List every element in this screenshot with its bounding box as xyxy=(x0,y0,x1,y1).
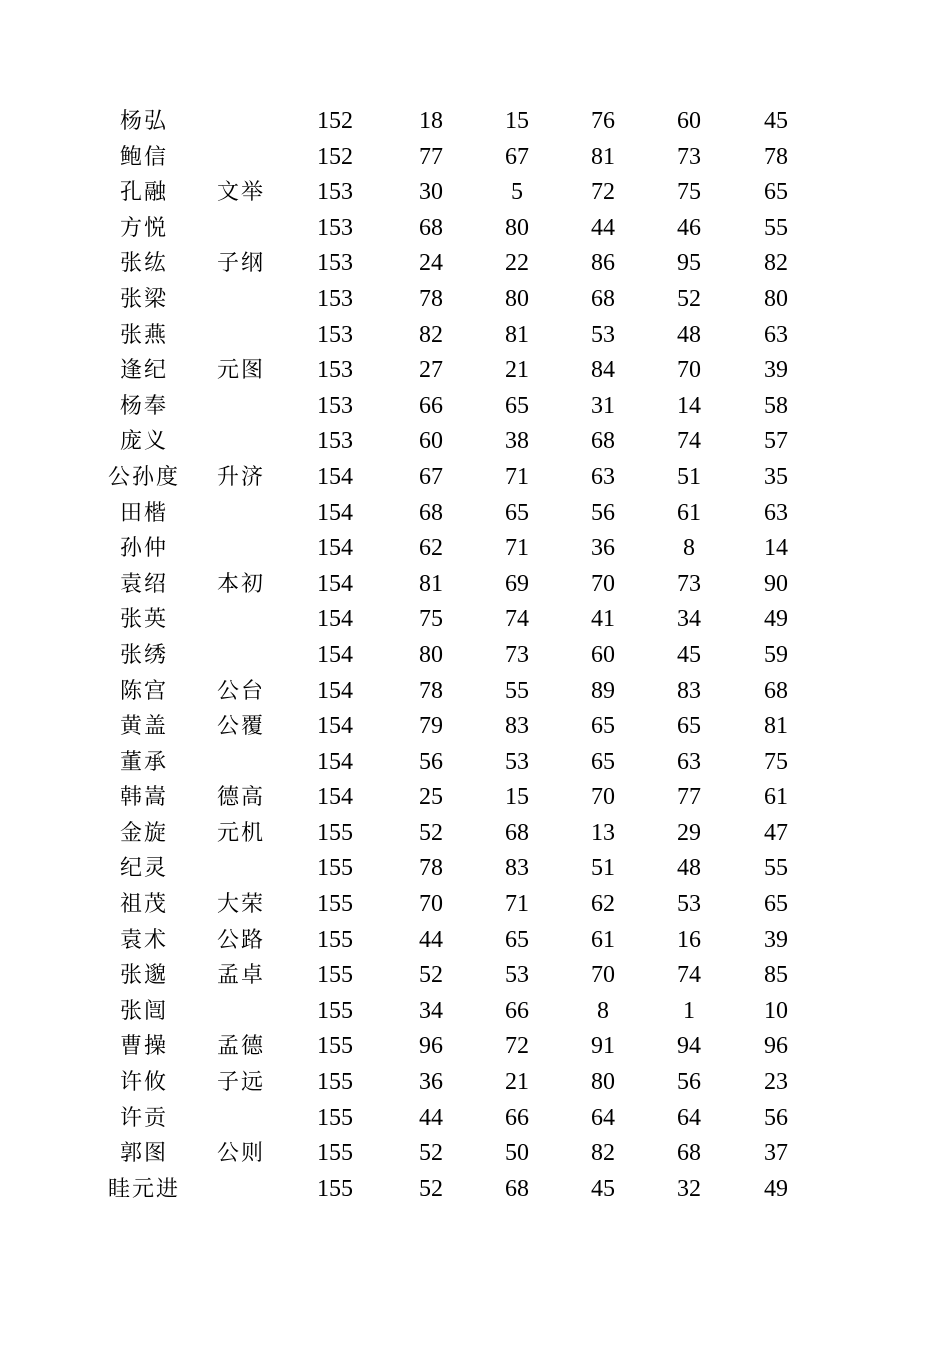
stat-cell: 45 xyxy=(764,108,788,134)
stat-cell: 37 xyxy=(764,1140,788,1167)
officer-name: 杨弘 xyxy=(119,109,168,134)
stat-cell: 70 xyxy=(419,891,443,918)
table-row xyxy=(0,709,950,745)
stat-cell: 1 xyxy=(683,997,695,1024)
stat-cell: 74 xyxy=(677,962,701,989)
stat-cell: 65 xyxy=(591,713,615,740)
stat-cell: 70 xyxy=(591,784,615,811)
stat-cell: 53 xyxy=(591,321,615,348)
stat-cell: 48 xyxy=(677,855,701,882)
stat-cell: 75 xyxy=(764,748,788,775)
stat-cell: 155 xyxy=(317,1069,353,1096)
stat-cell: 15 xyxy=(505,784,529,811)
stat-cell: 153 xyxy=(317,285,353,312)
stat-cell: 52 xyxy=(419,1140,443,1167)
officer-name: 董承 xyxy=(119,749,168,775)
courtesy-name: 子纲 xyxy=(216,251,265,277)
stat-cell: 73 xyxy=(677,143,701,170)
stat-cell: 55 xyxy=(505,677,529,704)
stat-cell: 61 xyxy=(677,499,701,526)
stat-cell: 56 xyxy=(677,1069,701,1096)
stat-cell: 44 xyxy=(591,214,615,241)
stat-cell: 70 xyxy=(677,357,701,384)
stat-cell: 79 xyxy=(419,713,443,740)
stat-cell: 71 xyxy=(505,535,529,562)
stat-cell: 74 xyxy=(677,428,701,455)
stat-cell: 154 xyxy=(317,677,353,704)
stat-cell: 155 xyxy=(317,1033,353,1060)
stat-cell: 39 xyxy=(764,926,788,953)
stat-cell: 41 xyxy=(591,606,615,633)
table-row xyxy=(0,318,950,354)
stat-cell: 80 xyxy=(505,285,529,312)
courtesy-name: 孟德 xyxy=(216,1034,265,1060)
stat-cell: 154 xyxy=(317,784,353,811)
stat-cell: 8 xyxy=(597,997,609,1024)
stat-cell: 71 xyxy=(505,891,529,918)
stat-cell: 83 xyxy=(505,713,529,740)
officer-name: 逢纪 xyxy=(119,358,168,384)
stat-cell: 78 xyxy=(419,855,443,882)
officer-name: 黄盖 xyxy=(119,714,168,740)
stat-cell: 47 xyxy=(764,819,788,846)
stat-cell: 61 xyxy=(591,926,615,953)
stat-cell: 68 xyxy=(591,428,615,455)
officer-name: 张纮 xyxy=(119,251,168,277)
stat-cell: 155 xyxy=(317,1175,353,1202)
stat-cell: 24 xyxy=(419,250,443,277)
table-row xyxy=(0,531,950,567)
stat-cell: 65 xyxy=(505,392,529,419)
stat-cell: 45 xyxy=(677,641,701,668)
stat-cell: 49 xyxy=(764,606,788,633)
stat-cell: 16 xyxy=(677,926,701,953)
table-row xyxy=(0,567,950,603)
courtesy-name: 文举 xyxy=(216,180,265,206)
stat-cell: 154 xyxy=(317,570,353,597)
stat-cell: 65 xyxy=(677,713,701,740)
officer-name: 张燕 xyxy=(119,322,168,348)
stat-cell: 77 xyxy=(677,784,701,811)
stat-cell: 94 xyxy=(677,1033,701,1060)
stat-cell: 66 xyxy=(505,997,529,1024)
stat-cell: 154 xyxy=(317,641,353,668)
stat-cell: 63 xyxy=(591,463,615,490)
stat-cell: 48 xyxy=(677,321,701,348)
stat-cell: 65 xyxy=(764,891,788,918)
stat-cell: 78 xyxy=(419,285,443,312)
stat-cell: 51 xyxy=(591,855,615,882)
table-row xyxy=(0,1172,950,1208)
stat-cell: 152 xyxy=(317,143,353,170)
stat-cell: 153 xyxy=(317,392,353,419)
stat-cell: 77 xyxy=(419,143,443,170)
stat-cell: 71 xyxy=(505,463,529,490)
stat-cell: 82 xyxy=(591,1140,615,1167)
stat-cell: 14 xyxy=(677,392,701,419)
stat-cell: 155 xyxy=(317,997,353,1024)
stat-cell: 153 xyxy=(317,428,353,455)
stat-cell: 80 xyxy=(505,214,529,241)
table-row xyxy=(0,389,950,425)
courtesy-name: 公则 xyxy=(216,1141,265,1167)
courtesy-name: 公台 xyxy=(216,678,265,704)
officer-name: 陈宫 xyxy=(119,678,168,704)
officer-name: 田楷 xyxy=(119,500,168,526)
stat-cell: 38 xyxy=(505,428,529,455)
stat-cell: 154 xyxy=(317,535,353,562)
stat-cell: 65 xyxy=(505,499,529,526)
officer-name: 许攸 xyxy=(119,1070,168,1096)
stat-cell: 60 xyxy=(677,108,701,134)
table-row xyxy=(0,353,950,389)
stat-cell: 46 xyxy=(677,214,701,241)
stat-cell: 18 xyxy=(419,108,443,134)
courtesy-name: 元图 xyxy=(216,358,265,384)
stat-cell: 155 xyxy=(317,819,353,846)
officer-name: 公孙度 xyxy=(107,464,180,490)
stat-cell: 64 xyxy=(677,1104,701,1131)
officer-name: 袁术 xyxy=(119,927,168,953)
table-row xyxy=(0,104,950,140)
stat-cell: 153 xyxy=(317,179,353,206)
stat-cell: 8 xyxy=(683,535,695,562)
stat-cell: 75 xyxy=(677,179,701,206)
stat-cell: 53 xyxy=(505,748,529,775)
courtesy-name: 公覆 xyxy=(216,714,265,740)
stat-cell: 57 xyxy=(764,428,788,455)
stat-cell: 68 xyxy=(419,499,443,526)
stat-cell: 69 xyxy=(505,570,529,597)
officer-name: 张闿 xyxy=(119,998,168,1024)
stat-cell: 55 xyxy=(764,855,788,882)
stat-cell: 52 xyxy=(419,1175,443,1202)
officer-name: 许贡 xyxy=(119,1105,168,1131)
stat-cell: 96 xyxy=(419,1033,443,1060)
table-row xyxy=(0,246,950,282)
stat-cell: 64 xyxy=(591,1104,615,1131)
stat-cell: 70 xyxy=(591,570,615,597)
table-row xyxy=(0,1136,950,1172)
stat-cell: 82 xyxy=(764,250,788,277)
courtesy-name: 大荣 xyxy=(216,892,265,918)
officer-name: 张英 xyxy=(119,607,168,633)
stat-cell: 53 xyxy=(505,962,529,989)
stat-cell: 25 xyxy=(419,784,443,811)
stat-cell: 50 xyxy=(505,1140,529,1167)
stat-cell: 31 xyxy=(591,392,615,419)
stat-cell: 67 xyxy=(419,463,443,490)
stat-cell: 62 xyxy=(591,891,615,918)
officer-name: 祖茂 xyxy=(119,892,168,918)
officer-name: 韩嵩 xyxy=(119,785,168,811)
table-row xyxy=(0,211,950,247)
stat-cell: 45 xyxy=(591,1175,615,1202)
table-row xyxy=(0,780,950,816)
stat-cell: 154 xyxy=(317,499,353,526)
table-row xyxy=(0,460,950,496)
stat-cell: 49 xyxy=(764,1175,788,1202)
table-row xyxy=(0,424,950,460)
officer-name: 孔融 xyxy=(119,180,168,206)
table-row xyxy=(0,638,950,674)
stat-cell: 21 xyxy=(505,1069,529,1096)
table-row xyxy=(0,958,950,994)
stat-cell: 155 xyxy=(317,855,353,882)
stat-cell: 91 xyxy=(591,1033,615,1060)
table-row xyxy=(0,1101,950,1137)
stat-cell: 44 xyxy=(419,926,443,953)
table-row xyxy=(0,496,950,532)
stat-cell: 74 xyxy=(505,606,529,633)
courtesy-name: 本初 xyxy=(216,571,265,597)
stat-cell: 153 xyxy=(317,357,353,384)
table-row xyxy=(0,994,950,1030)
stat-cell: 86 xyxy=(591,250,615,277)
courtesy-name: 元机 xyxy=(216,820,265,846)
stat-cell: 60 xyxy=(591,641,615,668)
stat-cell: 73 xyxy=(677,570,701,597)
stat-cell: 27 xyxy=(419,357,443,384)
stat-cell: 59 xyxy=(764,641,788,668)
stat-cell: 81 xyxy=(764,713,788,740)
courtesy-name: 德高 xyxy=(216,785,265,811)
stat-cell: 14 xyxy=(764,535,788,562)
stat-cell: 60 xyxy=(419,428,443,455)
stat-cell: 78 xyxy=(419,677,443,704)
courtesy-name: 孟卓 xyxy=(216,963,265,989)
stat-cell: 68 xyxy=(505,1175,529,1202)
officer-name: 张梁 xyxy=(119,286,168,312)
officer-name: 杨奉 xyxy=(119,393,168,419)
stat-cell: 55 xyxy=(764,214,788,241)
stat-cell: 154 xyxy=(317,463,353,490)
courtesy-name: 子远 xyxy=(216,1070,265,1096)
officer-name: 张绣 xyxy=(119,642,168,668)
officer-name: 郭图 xyxy=(119,1141,168,1167)
table-row xyxy=(0,1029,950,1065)
stat-cell: 81 xyxy=(419,570,443,597)
stat-cell: 68 xyxy=(505,819,529,846)
stat-cell: 80 xyxy=(764,285,788,312)
stat-cell: 62 xyxy=(419,535,443,562)
stat-cell: 56 xyxy=(591,499,615,526)
stat-cell: 63 xyxy=(764,499,788,526)
stat-cell: 66 xyxy=(505,1104,529,1131)
stat-cell: 35 xyxy=(764,463,788,490)
stat-cell: 80 xyxy=(591,1069,615,1096)
table-row xyxy=(0,851,950,887)
courtesy-name: 升济 xyxy=(216,464,265,490)
stat-cell: 52 xyxy=(677,285,701,312)
stat-cell: 34 xyxy=(419,997,443,1024)
stat-cell: 72 xyxy=(591,179,615,206)
stat-cell: 95 xyxy=(677,250,701,277)
stat-cell: 29 xyxy=(677,819,701,846)
stat-cell: 83 xyxy=(677,677,701,704)
officer-name: 金旋 xyxy=(119,820,168,846)
table-row xyxy=(0,602,950,638)
stat-cell: 32 xyxy=(677,1175,701,1202)
stat-cell: 30 xyxy=(419,179,443,206)
stat-cell: 96 xyxy=(764,1033,788,1060)
stat-cell: 83 xyxy=(505,855,529,882)
officer-name: 袁绍 xyxy=(119,571,168,597)
table-row xyxy=(0,175,950,211)
stat-cell: 58 xyxy=(764,392,788,419)
stat-cell: 153 xyxy=(317,321,353,348)
table-row xyxy=(0,1065,950,1101)
stat-cell: 66 xyxy=(419,392,443,419)
stat-cell: 63 xyxy=(764,321,788,348)
stat-cell: 154 xyxy=(317,606,353,633)
stat-cell: 36 xyxy=(419,1069,443,1096)
stat-cell: 15 xyxy=(505,108,529,134)
stat-cell: 65 xyxy=(764,179,788,206)
officer-name: 曹操 xyxy=(119,1034,168,1060)
stat-cell: 70 xyxy=(591,962,615,989)
stat-cell: 155 xyxy=(317,1140,353,1167)
stat-cell: 5 xyxy=(511,179,523,206)
officer-name: 鲍信 xyxy=(119,144,168,170)
stat-cell: 56 xyxy=(419,748,443,775)
stat-cell: 22 xyxy=(505,250,529,277)
stat-cell: 65 xyxy=(591,748,615,775)
table-row xyxy=(0,887,950,923)
stat-cell: 153 xyxy=(317,250,353,277)
stat-cell: 52 xyxy=(419,962,443,989)
stat-cell: 68 xyxy=(591,285,615,312)
table-row xyxy=(0,816,950,852)
stat-cell: 89 xyxy=(591,677,615,704)
stat-cell: 65 xyxy=(505,926,529,953)
stat-cell: 39 xyxy=(764,357,788,384)
stat-cell: 68 xyxy=(677,1140,701,1167)
stat-cell: 68 xyxy=(764,677,788,704)
officer-table xyxy=(0,104,950,1207)
table-row xyxy=(0,674,950,710)
stat-cell: 53 xyxy=(677,891,701,918)
stat-cell: 23 xyxy=(764,1069,788,1096)
stat-cell: 76 xyxy=(591,108,615,134)
stat-cell: 78 xyxy=(764,143,788,170)
courtesy-name: 公路 xyxy=(216,927,265,953)
officer-name: 纪灵 xyxy=(119,856,168,882)
officer-name: 张邈 xyxy=(119,963,168,989)
stat-cell: 13 xyxy=(591,819,615,846)
stat-cell: 21 xyxy=(505,357,529,384)
officer-name: 庞义 xyxy=(119,429,168,455)
stat-cell: 51 xyxy=(677,463,701,490)
stat-cell: 61 xyxy=(764,784,788,811)
stat-cell: 154 xyxy=(317,748,353,775)
stat-cell: 80 xyxy=(419,641,443,668)
stat-cell: 155 xyxy=(317,926,353,953)
stat-cell: 154 xyxy=(317,713,353,740)
stat-cell: 56 xyxy=(764,1104,788,1131)
officer-name: 眭元进 xyxy=(107,1176,180,1202)
stat-cell: 84 xyxy=(591,357,615,384)
stat-cell: 34 xyxy=(677,606,701,633)
stat-cell: 52 xyxy=(419,819,443,846)
stat-cell: 152 xyxy=(317,108,353,134)
stat-cell: 36 xyxy=(591,535,615,562)
table-row xyxy=(0,745,950,781)
table-row xyxy=(0,923,950,959)
stat-cell: 75 xyxy=(419,606,443,633)
stat-cell: 81 xyxy=(591,143,615,170)
stat-cell: 72 xyxy=(505,1033,529,1060)
table-row xyxy=(0,140,950,176)
stat-cell: 67 xyxy=(505,143,529,170)
table-row xyxy=(0,282,950,318)
stat-cell: 155 xyxy=(317,891,353,918)
stat-cell: 44 xyxy=(419,1104,443,1131)
stat-cell: 63 xyxy=(677,748,701,775)
officer-name: 孙仲 xyxy=(119,536,168,562)
stat-cell: 81 xyxy=(505,321,529,348)
stat-cell: 10 xyxy=(764,997,788,1024)
stat-cell: 155 xyxy=(317,962,353,989)
stat-cell: 82 xyxy=(419,321,443,348)
stat-cell: 68 xyxy=(419,214,443,241)
officer-name: 方悦 xyxy=(119,215,168,241)
stat-cell: 155 xyxy=(317,1104,353,1131)
stat-cell: 90 xyxy=(764,570,788,597)
stat-cell: 85 xyxy=(764,962,788,989)
stat-cell: 73 xyxy=(505,641,529,668)
stat-cell: 153 xyxy=(317,214,353,241)
